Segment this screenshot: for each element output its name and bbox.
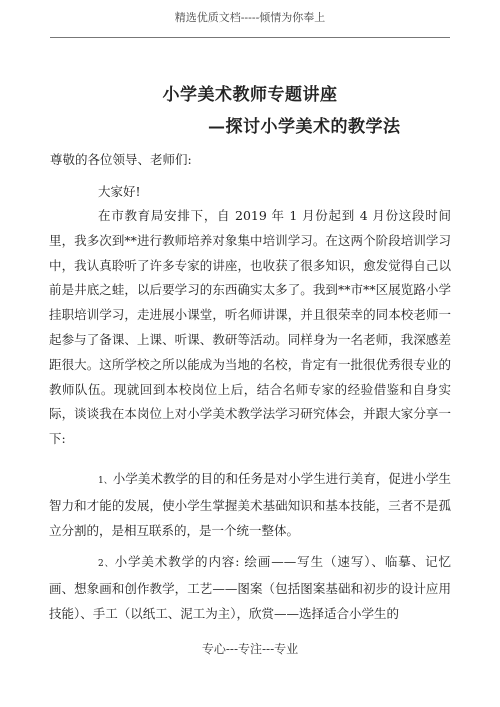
paragraph-text: 在市教育局安排下，自 2019 年 1 月份起到 4 月份这段时间里，我多次到**进行教师培养对象集中培训学习。在这两个阶段培训学习中，我认真聆听了许多专家的讲座，也收获了很多知识，愈发觉得自己以前是井底之蛙，以后要学习的东西确实太多了。我到**市**区展览路小学挂职培训学习，走进展小课堂，听名师讲课，并且很荣幸的同本校老师一起参与了备课、上课、听课、教研等活动。同样身为一名老师，我深感差距很大。这所学校之所以能成为当地的名校，肯定有一批很优秀很专业的教师队伍。现就回到本校岗位上后，结合名师专家的经验借鉴和自身实际，谈谈我在本岗位上对小学美术教学法学习研究体会，并跟大家分享一下:: [49, 208, 451, 447]
page-header: [50, 0, 450, 38]
salutation: 大家好!: [98, 184, 141, 199]
document-subtitle: —探讨小学美术的教学法: [208, 117, 401, 137]
body-paragraph-1: [49, 204, 451, 452]
body-paragraph-3: [49, 550, 451, 625]
item-number: 2、: [98, 559, 115, 569]
document-title: 小学美术教师专题讲座: [162, 85, 338, 105]
paragraph-text: 小学美术教学的内容: 绘画——写生（速写）、临摹、记忆画、想象画和创作教学，工艺——图案（包括图案基础和初步的设计应用技能）、手工（以纸工、泥工为主），欣赏——选择适合小学生的: [49, 554, 451, 621]
page-footer: 专心---专注---专业: [201, 642, 299, 656]
page-header-text: 精选优质文档-----倾情为你奉上: [174, 11, 326, 24]
greeting: 尊敬的各位领导、老师们:: [50, 152, 192, 167]
body-paragraph-2: [49, 467, 451, 542]
paragraph-text: 小学美术教学的目的和任务是对小学生进行美育，促进小学生智力和才能的发展，使小学生掌握美术基础知识和基本技能，三者不是孤立分割的，是相互联系的，是一个统一整体。: [49, 471, 451, 538]
item-number: 1、: [98, 476, 113, 486]
